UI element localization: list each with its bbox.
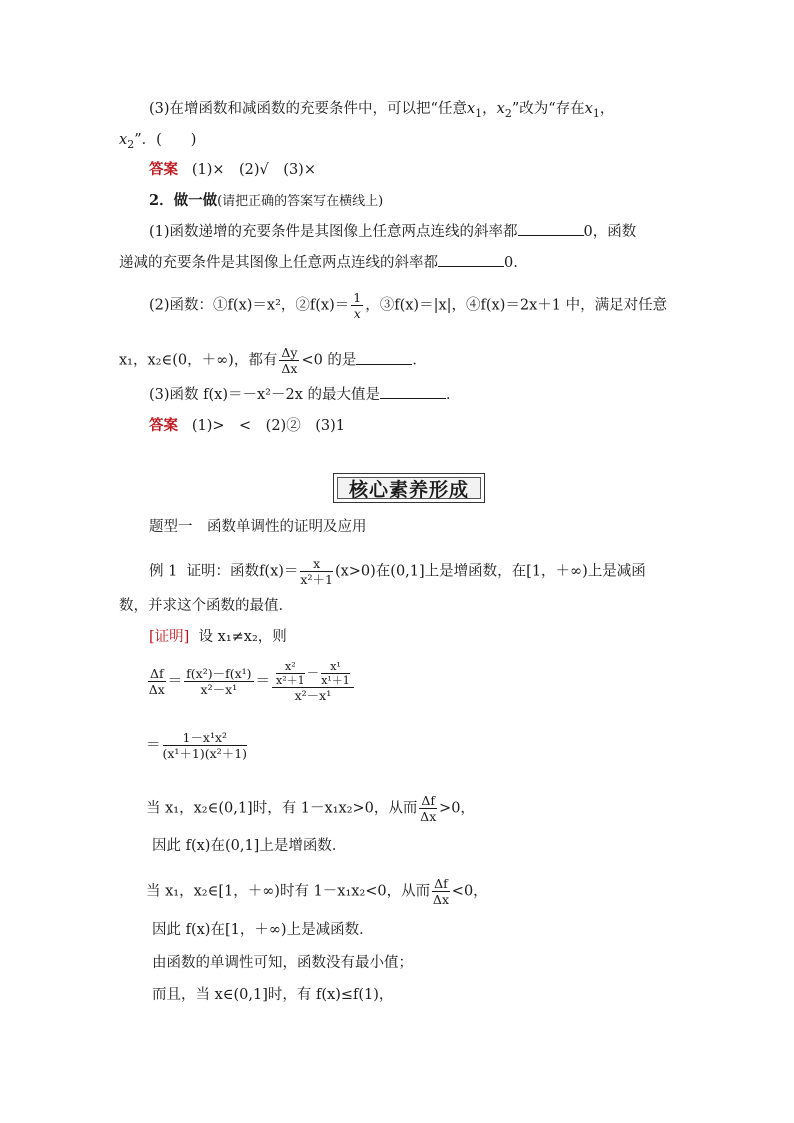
answer-label: 答案	[149, 417, 178, 434]
answer-blank[interactable]	[518, 223, 584, 236]
answer-2: 答案 (1)> < (2)② (3)1	[149, 417, 345, 434]
fraction: $\frac{1}{x}$	[353, 290, 362, 321]
fraction: $\frac{\Delta y}{\Delta x}$	[281, 345, 298, 376]
derivation-line1: $\frac{\Delta f}{\Delta x}$ ＝ $\frac{\text{f(x²)－f(x¹)}}{\text{x²－x¹}}$ ＝ $\frac{\text{x²}}{\text{x²＋1}}$ － $\frac{\text{x¹}}{\text{x¹＋1}}$ x²－x¹	[146, 660, 356, 703]
section-2-heading: 2．做一做(请把正确的答案写在横线上)	[149, 192, 384, 209]
fraction: $\frac{\text{1－x¹x²}}{\text{(x¹＋1)(x²＋1)}}$	[162, 730, 248, 761]
derivation-line2: ＝ $\frac{\text{1－x¹x²}}{\text{(x¹＋1)(x²＋1)}}$	[146, 730, 248, 761]
q3-line1: (3)在增函数和减函数的充要条件中，可以把“任意$x_1$，$x_2$”改为“存在$x_1$，	[149, 101, 615, 120]
fraction: $\frac{\text{x¹}}{\text{x¹＋1}}$	[321, 660, 350, 687]
proof-step-5: 由函数的单调性可知，函数没有最小值；	[152, 955, 413, 971]
q3-line2: $x_2$”．( )	[119, 132, 197, 151]
fraction: $\frac{\Delta f}{\Delta x}$	[420, 793, 437, 824]
p1-line2: 递减的充要条件是其图像上任意两点连线的斜率都 0.	[119, 255, 518, 271]
proof-step-4: 因此 f(x)在[1，＋∞)上是减函数．	[152, 922, 374, 938]
topic-heading: 题型一 函数单调性的证明及应用	[149, 519, 367, 535]
example-1-line2: 数，并求这个函数的最值．	[119, 598, 293, 614]
p3-line: (3)函数 f(x)＝－x²－2x 的最大值是 ．	[149, 387, 461, 403]
p2-line1: (2)函数：①f(x)＝x²，②f(x)＝ $\frac{1}{x}$ ，③f(x)＝|x|，④f(x)＝2x＋1 中，满足对任意	[149, 290, 668, 321]
fraction: $\frac{\text{x²}}{\text{x²＋1}}$	[276, 660, 305, 687]
fraction: $\frac{x}{\text{x²＋1}}$	[300, 556, 333, 587]
p1-line1: (1)函数递增的充要条件是其图像上任意两点连线的斜率都 0，函数	[149, 224, 637, 240]
fraction: $\frac{\Delta f}{\Delta x}$	[148, 666, 165, 697]
fraction: $\frac{\text{x²}}{\text{x²＋1}}$ － $\frac{\text{x¹}}{\text{x¹＋1}}$ x²－x¹	[272, 660, 354, 703]
proof-step-1: 当 x₁，x₂∈(0,1]时，有 1－x₁x₂>0，从而 $\frac{\Delta f}{\Delta x}$ >0，	[146, 793, 475, 824]
proof-step-3: 当 x₁，x₂∈[1，＋∞)时有 1－x₁x₂<0，从而 $\frac{\Delta f}{\Delta x}$ <0，	[146, 876, 488, 907]
proof-setup: [证明] 设 x₁≠x₂，则	[149, 629, 287, 645]
section-banner: 核心素养形成	[333, 473, 485, 503]
answer-label: 答案	[149, 161, 178, 178]
proof-step-6: 而且，当 x∈(0,1]时，有 f(x)≤f(1)，	[152, 987, 394, 1003]
fraction: $\frac{\Delta f}{\Delta x}$	[432, 876, 449, 907]
p2-line2: x₁，x₂∈(0，＋∞)，都有 $\frac{\Delta y}{\Delta x}$ <0 的是 ．	[119, 345, 427, 376]
answer-blank[interactable]	[438, 254, 504, 267]
fraction: $\frac{\text{f(x²)－f(x¹)}}{\text{x²－x¹}}$	[186, 666, 252, 697]
proof-step-2: 因此 f(x)在(0,1]上是增函数．	[152, 838, 347, 854]
example-1-line1: 例 1 证明：函数f(x)＝ $\frac{x}{\text{x²＋1}}$ (x>0)在(0,1]上是增函数，在[1，＋∞)上是减函	[149, 556, 646, 587]
proof-label: [证明]	[149, 629, 190, 645]
answer-1: 答案 (1)× (2)√ (3)×	[149, 161, 316, 178]
answer-blank[interactable]	[380, 386, 446, 399]
answer-blank[interactable]	[356, 352, 412, 365]
